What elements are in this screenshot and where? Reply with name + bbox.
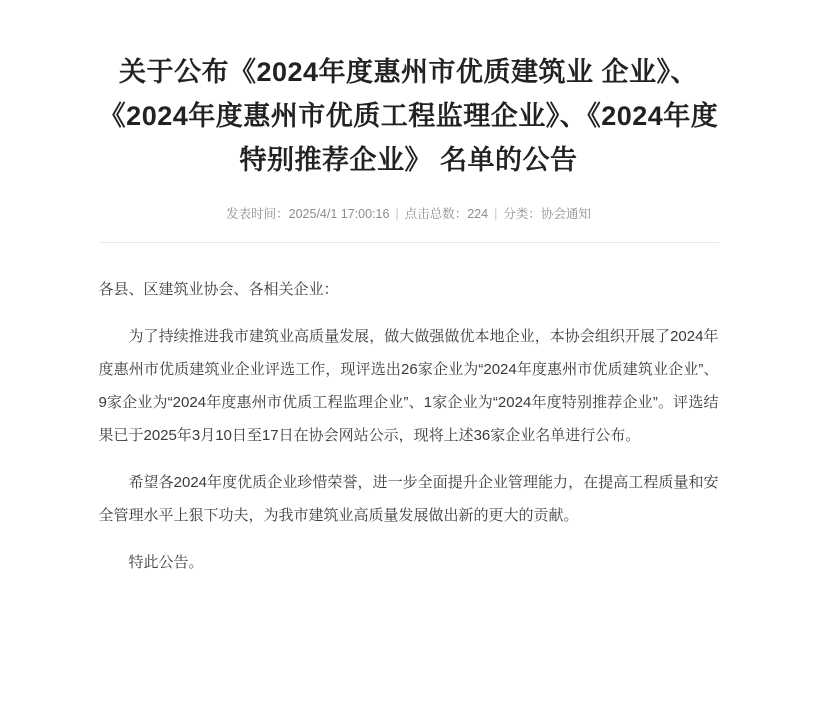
publish-time-value: 2025/4/1 17:00:16 <box>288 207 390 221</box>
hits-label: 点击总数： <box>404 207 468 221</box>
hits-value: 224 <box>467 207 489 221</box>
article-paragraph: 希望各2024年度优质企业珍惜荣誉，进一步全面提升企业管理能力，在提高工程质量和安全管理水平上狠下功夫，为我市建筑业高质量发展做出新的更大的贡献。 <box>98 474 719 524</box>
article-paragraph: 为了持续推进我市建筑业高质量发展，做大做强做优本地企业，本协会组织开展了2024年度惠州市优质建筑业企业评选工作，现评选出26家企业为“2024年度惠州市优质建筑业企业”、9家企业为“2024年度惠州市优质工程监理企业”、1家企业为“2024年度特别推荐企业”。评选结果已于2025年3月10日至17日在协会网站公示，现将上述36家企业名单进行公布。 <box>98 328 719 444</box>
article-meta <box>99 204 719 243</box>
meta-separator-1: | <box>395 207 399 221</box>
article-paragraph: 特此公告。 <box>128 554 204 571</box>
publish-time-label: 发表时间： <box>226 207 289 221</box>
article-paragraph: 各县、区建筑业协会、各相关企业： <box>98 281 339 298</box>
page-title: 关于公布《2024年度惠州市优质建筑业 企业》、《2024年度惠州市优质工程监理企业》、《2024年度特别推荐企业》 名单的公告 <box>98 57 719 175</box>
category-label: 分类： <box>503 207 541 221</box>
meta-separator-2: | <box>494 207 498 221</box>
category-value: 协会通知 <box>540 207 591 221</box>
article-container <box>99 0 719 579</box>
article-body <box>99 273 719 579</box>
